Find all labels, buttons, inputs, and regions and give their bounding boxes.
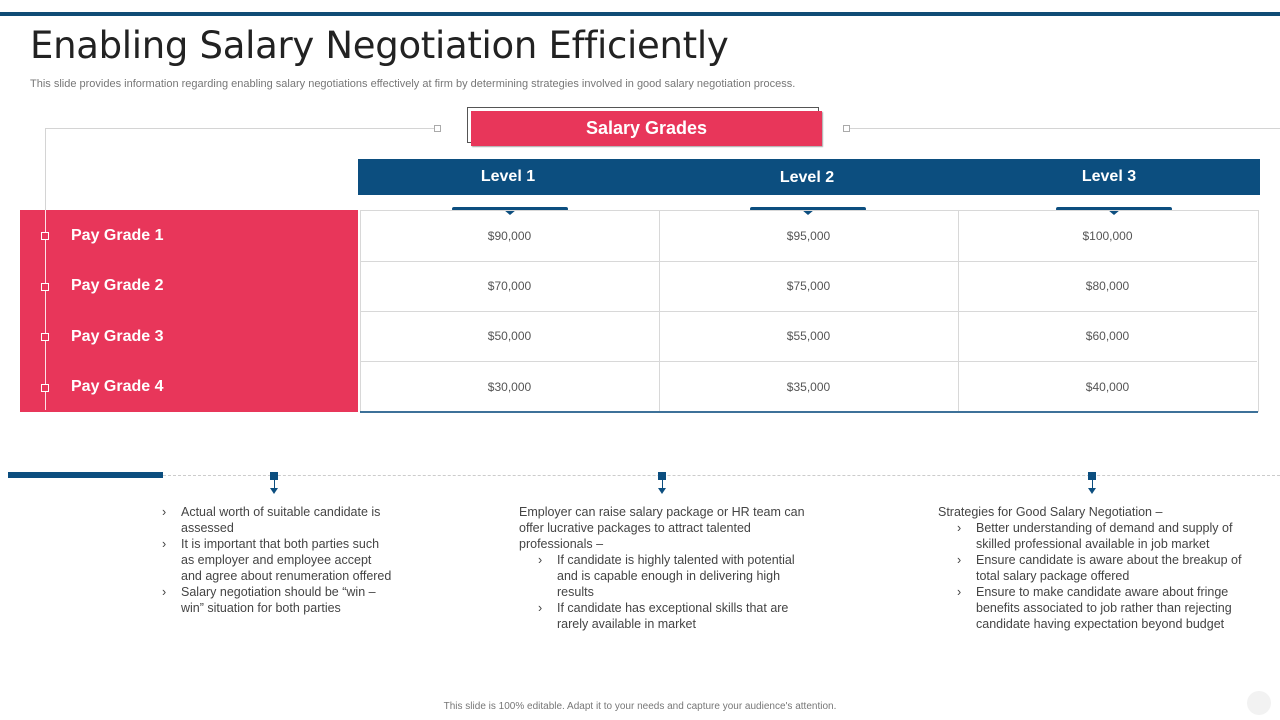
list-item: › If candidate is highly talented with potential and is capable enough in delivering high results [538,552,809,600]
pay-grade-connector-line [45,210,46,410]
pay-grade-node [41,384,49,392]
timeline-dashed-line [163,475,1280,476]
list-item: › Better understanding of demand and supply of skilled professional available in job market [957,520,1248,552]
timeline-accent [8,472,163,478]
salary-cell: $40,000 [1085,380,1130,394]
pay-grade-1: Pay Grade 1 [71,227,164,244]
right-column-text [938,504,1248,632]
salary-grades-heading [467,107,819,143]
frame-node-left [434,125,441,132]
salary-grades-label: Salary Grades [471,111,822,146]
pay-grade-node [41,283,49,291]
level-header-bar [358,159,1260,195]
down-arrow-icon [1088,488,1096,494]
pay-grade-node [41,333,49,341]
corner-circle-decoration [1247,691,1271,715]
slide-subtitle: This slide provides information regarding enabling salary negotiations effectively at firm by determining strategies involved in good salary negotiation process. [30,78,796,90]
salary-cell: $75,000 [786,279,831,293]
list-item: › Actual worth of suitable candidate is assessed [162,504,392,536]
list-item: › Salary negotiation should be “win – win” situation for both parties [162,584,392,616]
down-arrow-icon [270,488,278,494]
right-bullet-list [957,520,1248,632]
list-item: › Ensure to make candidate aware about fringe benefits associated to job rather than rejecting candidate having expectation beyond budget [957,584,1248,632]
list-item: › If candidate has exceptional skills that are rarely available in market [538,600,809,632]
list-item: › Ensure candidate is aware about the breakup of total salary package offered [957,552,1248,584]
salary-cell: $80,000 [1085,279,1130,293]
left-bullet-list [162,504,392,616]
level-1-header: Level 1 [480,168,536,185]
salary-cell: $35,000 [786,380,831,394]
salary-cell: $70,000 [487,279,532,293]
salary-cell: $95,000 [786,229,831,243]
pay-grade-2: Pay Grade 2 [71,277,164,294]
right-column-intro: Strategies for Good Salary Negotiation – [938,505,1163,519]
frame-line-top-left [45,128,437,129]
list-item: › It is important that both parties such as employer and employee accept and agree about renumeration offered [162,536,392,584]
pay-grade-3: Pay Grade 3 [71,328,164,345]
salary-cell: $55,000 [786,329,831,343]
salary-cell: $60,000 [1085,329,1130,343]
salary-cell: $100,000 [1082,229,1133,243]
middle-column-intro: Employer can raise salary package or HR team can offer lucrative packages to attract talented professionals – [519,505,805,551]
level-3-header: Level 3 [1081,168,1137,185]
frame-line-left-vertical [45,128,46,210]
down-arrow-icon [658,488,666,494]
slide-footer: This slide is 100% editable. Adapt it to your needs and capture your audience's attention. [443,701,837,712]
top-accent-bar [0,12,1280,16]
level-2-header: Level 2 [779,169,835,186]
slide-title: Enabling Salary Negotiation Efficiently [30,24,729,67]
salary-cell: $90,000 [487,229,532,243]
middle-column-text [519,504,809,632]
timeline-marker-3 [1088,472,1096,480]
frame-line-top-right [848,128,1280,129]
pay-grade-4: Pay Grade 4 [71,378,164,395]
timeline-marker-1 [270,472,278,480]
timeline-marker-2 [658,472,666,480]
salary-cell: $30,000 [487,380,532,394]
left-column-text [162,504,392,616]
pay-grade-panel [20,210,358,412]
salary-cell: $50,000 [487,329,532,343]
middle-bullet-list [538,552,809,632]
frame-node-right [843,125,850,132]
pay-grade-node [41,232,49,240]
